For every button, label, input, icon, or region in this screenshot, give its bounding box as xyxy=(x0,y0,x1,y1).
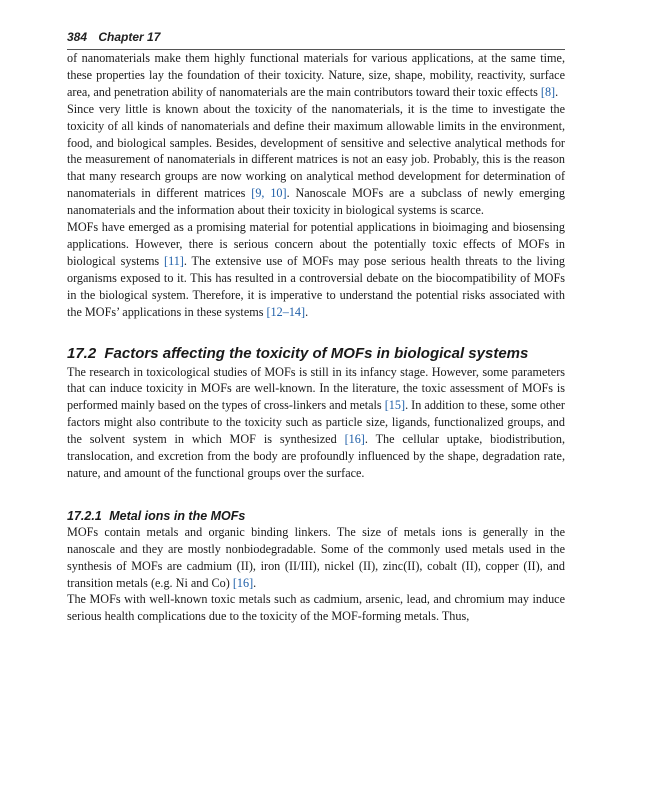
text-run: . The extensive use of MOFs may pose serious health threats to the living organisms exposed to it. This has resulted in a controversial debate on the biocompatibility of MOFs in the biological system. Therefore, it is imperative to understand the potential risks associated with the MOFs’ applications in these systems xyxy=(67,253,566,319)
text-run: . xyxy=(555,84,559,99)
citation-link[interactable]: [16] xyxy=(344,432,365,447)
page-number: 384 xyxy=(67,30,88,44)
text-run: . xyxy=(305,304,309,319)
citation-link[interactable]: [15] xyxy=(384,398,406,413)
chapter-label: Chapter 17 xyxy=(98,30,161,44)
running-head xyxy=(67,30,565,50)
citation-link[interactable]: [11] xyxy=(164,253,184,268)
document-page xyxy=(67,30,565,625)
text-run: The research in toxicological studies of MOFs is still in its infancy stage. However, some parameters that can induce toxicity in MOFs are well-known. In the literature, the toxic assessment of MOFs is performed mainly based on the types of cross-linkers and metals xyxy=(67,364,565,413)
paragraph xyxy=(67,101,565,219)
subsection-number: 17.2.1 xyxy=(67,508,102,523)
text-run: Since very little is known about the toxicity of the nanomaterials, it is the time to investigate the toxicity of all kinds of nanomaterials and define their maximum allowable limits in the environment, food, and biological samples. Besides, development of sensitive and selective analytical methods for the measurement of nanomaterials in different matrices is not an easy job. Probably, this is the reason that many research groups are now working on analytical method development for determination of nanomaterials in different matrices xyxy=(67,101,565,201)
text-run: . Nanoscale MOFs are a subclass of newly emerging nanomaterials and the information about their toxicity in biological systems is scarce. xyxy=(67,186,565,218)
text-run: . xyxy=(253,575,257,590)
text-run: MOFs have emerged as a promising material for potential applications in bioimaging and biosensing applications. However, there is serious concern about the potentially toxic effects of MOFs in biological systems xyxy=(67,220,565,268)
text-run: of nanomaterials make them highly functional materials for various applications, at the same time, these properties lay the foundation of their toxicity. Nature, size, shape, mobility, reactivity, surface area, and penetration ability of nanomaterials are the main contributors toward their toxic effects xyxy=(67,51,565,99)
paragraph xyxy=(67,524,565,592)
citation-link[interactable]: [9, 10] xyxy=(251,186,287,201)
paragraph xyxy=(67,591,565,625)
body-text xyxy=(67,50,565,625)
subsection-heading xyxy=(67,508,565,524)
paragraph xyxy=(67,50,565,101)
text-run: MOFs contain metals and organic binding linkers. The size of metals ions is generally in the nanoscale and they are mostly nonbiodegradable. Some of the commonly used metals used in the synthesis of MOFs are cadmium (II), iron (II/III), nickel (II), zinc(II), cobalt (II), copper (II), and transition metals (e.g. Ni and Co) xyxy=(67,524,565,590)
subsection-title: Metal ions in the MOFs xyxy=(109,508,246,523)
section-number: 17.2 xyxy=(67,344,97,362)
citation-link[interactable]: [12–14] xyxy=(266,304,306,319)
citation-link[interactable]: [8] xyxy=(540,84,556,99)
text-run: The MOFs with well-known toxic metals such as cadmium, arsenic, lead, and chromium may induce serious health complications due to the toxicity of the MOF-forming metals. Thus, xyxy=(67,592,565,624)
citation-link[interactable]: [16] xyxy=(232,575,254,590)
paragraph xyxy=(67,219,565,320)
section-title: Factors affecting the toxicity of MOFs in biological systems xyxy=(104,344,529,362)
text-run: . The cellular uptake, biodistribution, translocation, and excretion from the body are profoundly influenced by the shape, degradation rate, nature, and amount of the functional groups over the surface. xyxy=(67,432,566,480)
section-heading xyxy=(67,344,565,364)
paragraph xyxy=(67,364,565,482)
text-run: . In addition to these, some other factors might also contribute to the toxicity such as particle size, ligands, functionalized groups, and the solvent system in which MOF is synthesized xyxy=(67,398,565,447)
